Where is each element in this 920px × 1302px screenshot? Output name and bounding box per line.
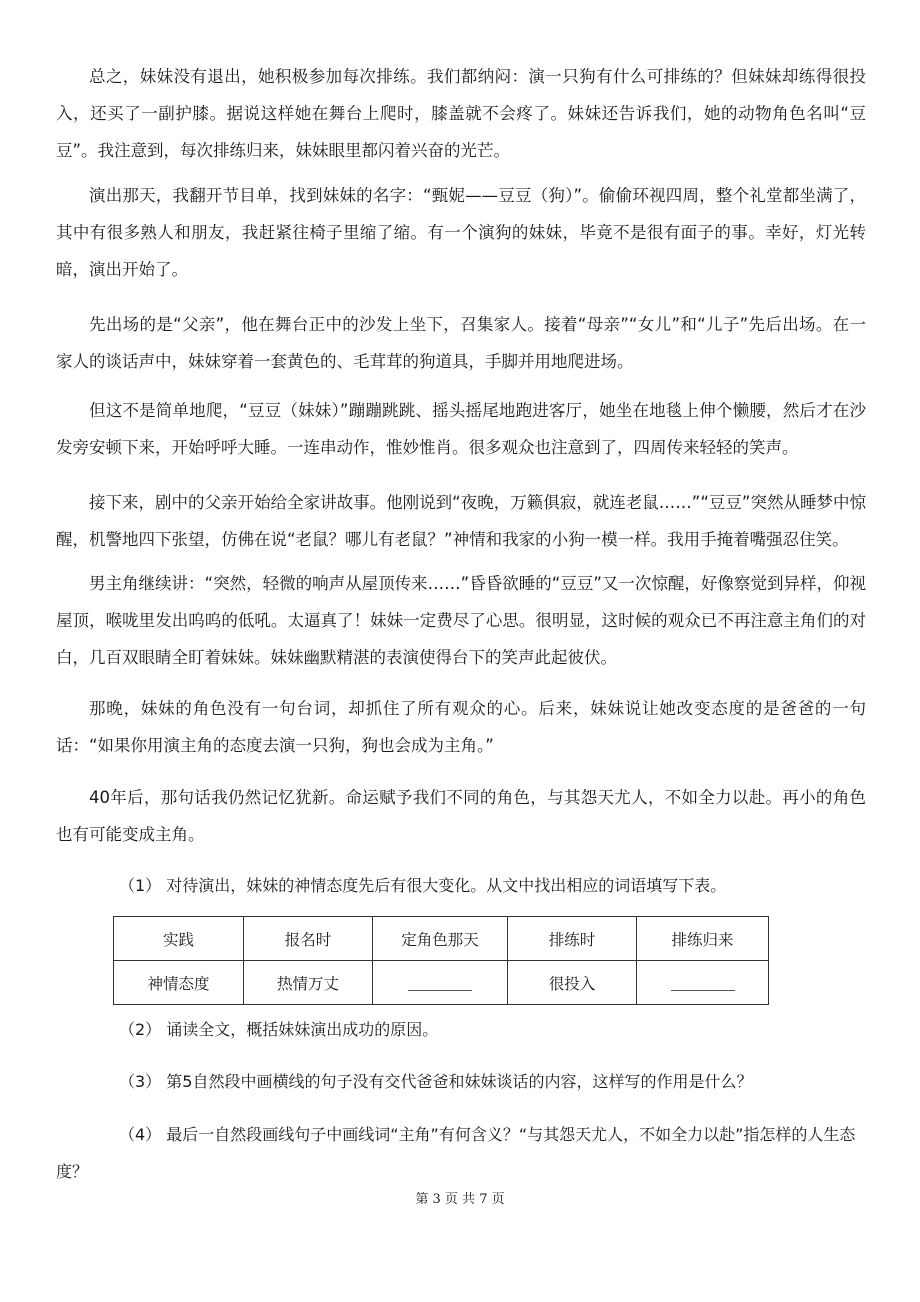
page-footer: 第 3 页 共 7 页 (415, 1192, 505, 1207)
table-cell: 报名时 (244, 917, 373, 961)
table-cell: 排练时 (508, 917, 637, 961)
question-3: （3） 第5自然段中画横线的句子没有交代爸爸和妹妹谈话的内容，这样写的作用是什么？ (119, 1072, 753, 1091)
table-cell: 定角色那天 (373, 917, 508, 961)
paragraph-2: 演出那天，我翻开节目单，找到妹妹的名字：“甄妮——豆豆（狗）”。偷偷环视四周，整个礼堂都坐满了，其中有很多熟人和朋友，我赶紧往椅子里缩了缩。有一个演狗的妹妹，毕竟不是很有面子的事。幸好，灯光转暗，演出开始了。 (56, 186, 866, 279)
answer-table (113, 916, 769, 1005)
paragraph-6: 男主角继续讲：“突然，轻微的响声从屋顶传来……”昏昏欲睡的“豆豆”又一次惊醒，好像察觉到异样，仰视屋顶，喉咙里发出呜呜的低吼。太逼真了！妹妹一定费尽了心思。很明显，这时候的观众已不再注意主角们的对白，几百双眼睛全盯着妹妹。妹妹幽默精湛的表演使得台下的笑声此起彼伏。 (56, 574, 866, 667)
table-cell: 很投入 (508, 961, 637, 1005)
paragraph-4: 但这不是简单地爬，“豆豆（妹妹）”蹦蹦跳跳、摇头摇尾地跑进客厅，她坐在地毯上伸个懒腰，然后才在沙发旁安顿下来，开始呼呼大睡。一连串动作，惟妙惟肖。很多观众也注意到了，四周传来轻轻的笑声。 (56, 401, 866, 457)
question-2: （2） 诵读全文，概括妹妹演出成功的原因。 (119, 1020, 439, 1039)
table-row (114, 961, 769, 1005)
answer-blank-cell[interactable] (637, 961, 769, 1005)
question-4: （4） 最后一自然段画线句子中画线词“主角”有何含义？“与其怨天尤人，不如全力以赴”指怎样的人生态度？ (56, 1125, 856, 1181)
blank-line (671, 976, 735, 991)
question-1: （1） 对待演出，妹妹的神情态度先后有很大变化。从文中找出相应的词语填写下表。 (119, 876, 727, 895)
answer-blank-cell[interactable] (373, 961, 508, 1005)
table-header-row (114, 917, 769, 961)
paragraph-3: 先出场的是“父亲”，他在舞台正中的沙发上坐下，召集家人。接着“母亲”“女儿”和“儿子”先后出场。在一家人的谈话声中，妹妹穿着一套黄色的、毛茸茸的狗道具，手脚并用地爬进场。 (56, 315, 866, 371)
paragraph-7: 那晚，妹妹的角色没有一句台词，却抓住了所有观众的心。后来，妹妹说让她改变态度的是爸爸的一句话：“如果你用演主角的态度去演一只狗，狗也会成为主角。” (56, 699, 866, 755)
table-cell: 排练归来 (637, 917, 769, 961)
paragraph-1: 总之，妹妹没有退出，她积极参加每次排练。我们都纳闷：演一只狗有什么可排练的？但妹妹却练得很投入，还买了一副护膝。据说这样她在舞台上爬时，膝盖就不会疼了。妹妹还告诉我们，她的动物角色名叫“豆豆”。我注意到，每次排练归来，妹妹眼里都闪着兴奋的光芒。 (56, 67, 866, 160)
blank-line (408, 976, 472, 991)
table-cell: 神情态度 (114, 961, 244, 1005)
paragraph-5: 接下来，剧中的父亲开始给全家讲故事。他刚说到“夜晚，万籁俱寂，就连老鼠……”“豆豆”突然从睡梦中惊醒，机警地四下张望，仿佛在说“老鼠？哪儿有老鼠？”神情和我家的小狗一模一样。我用手掩着嘴强忍住笑。 (56, 493, 866, 549)
table-cell: 热情万丈 (244, 961, 373, 1005)
paragraph-8: 40年后，那句话我仍然记忆犹新。命运赋予我们不同的角色，与其怨天尤人，不如全力以赴。再小的角色也有可能变成主角。 (56, 788, 866, 844)
table-cell: 实践 (114, 917, 244, 961)
